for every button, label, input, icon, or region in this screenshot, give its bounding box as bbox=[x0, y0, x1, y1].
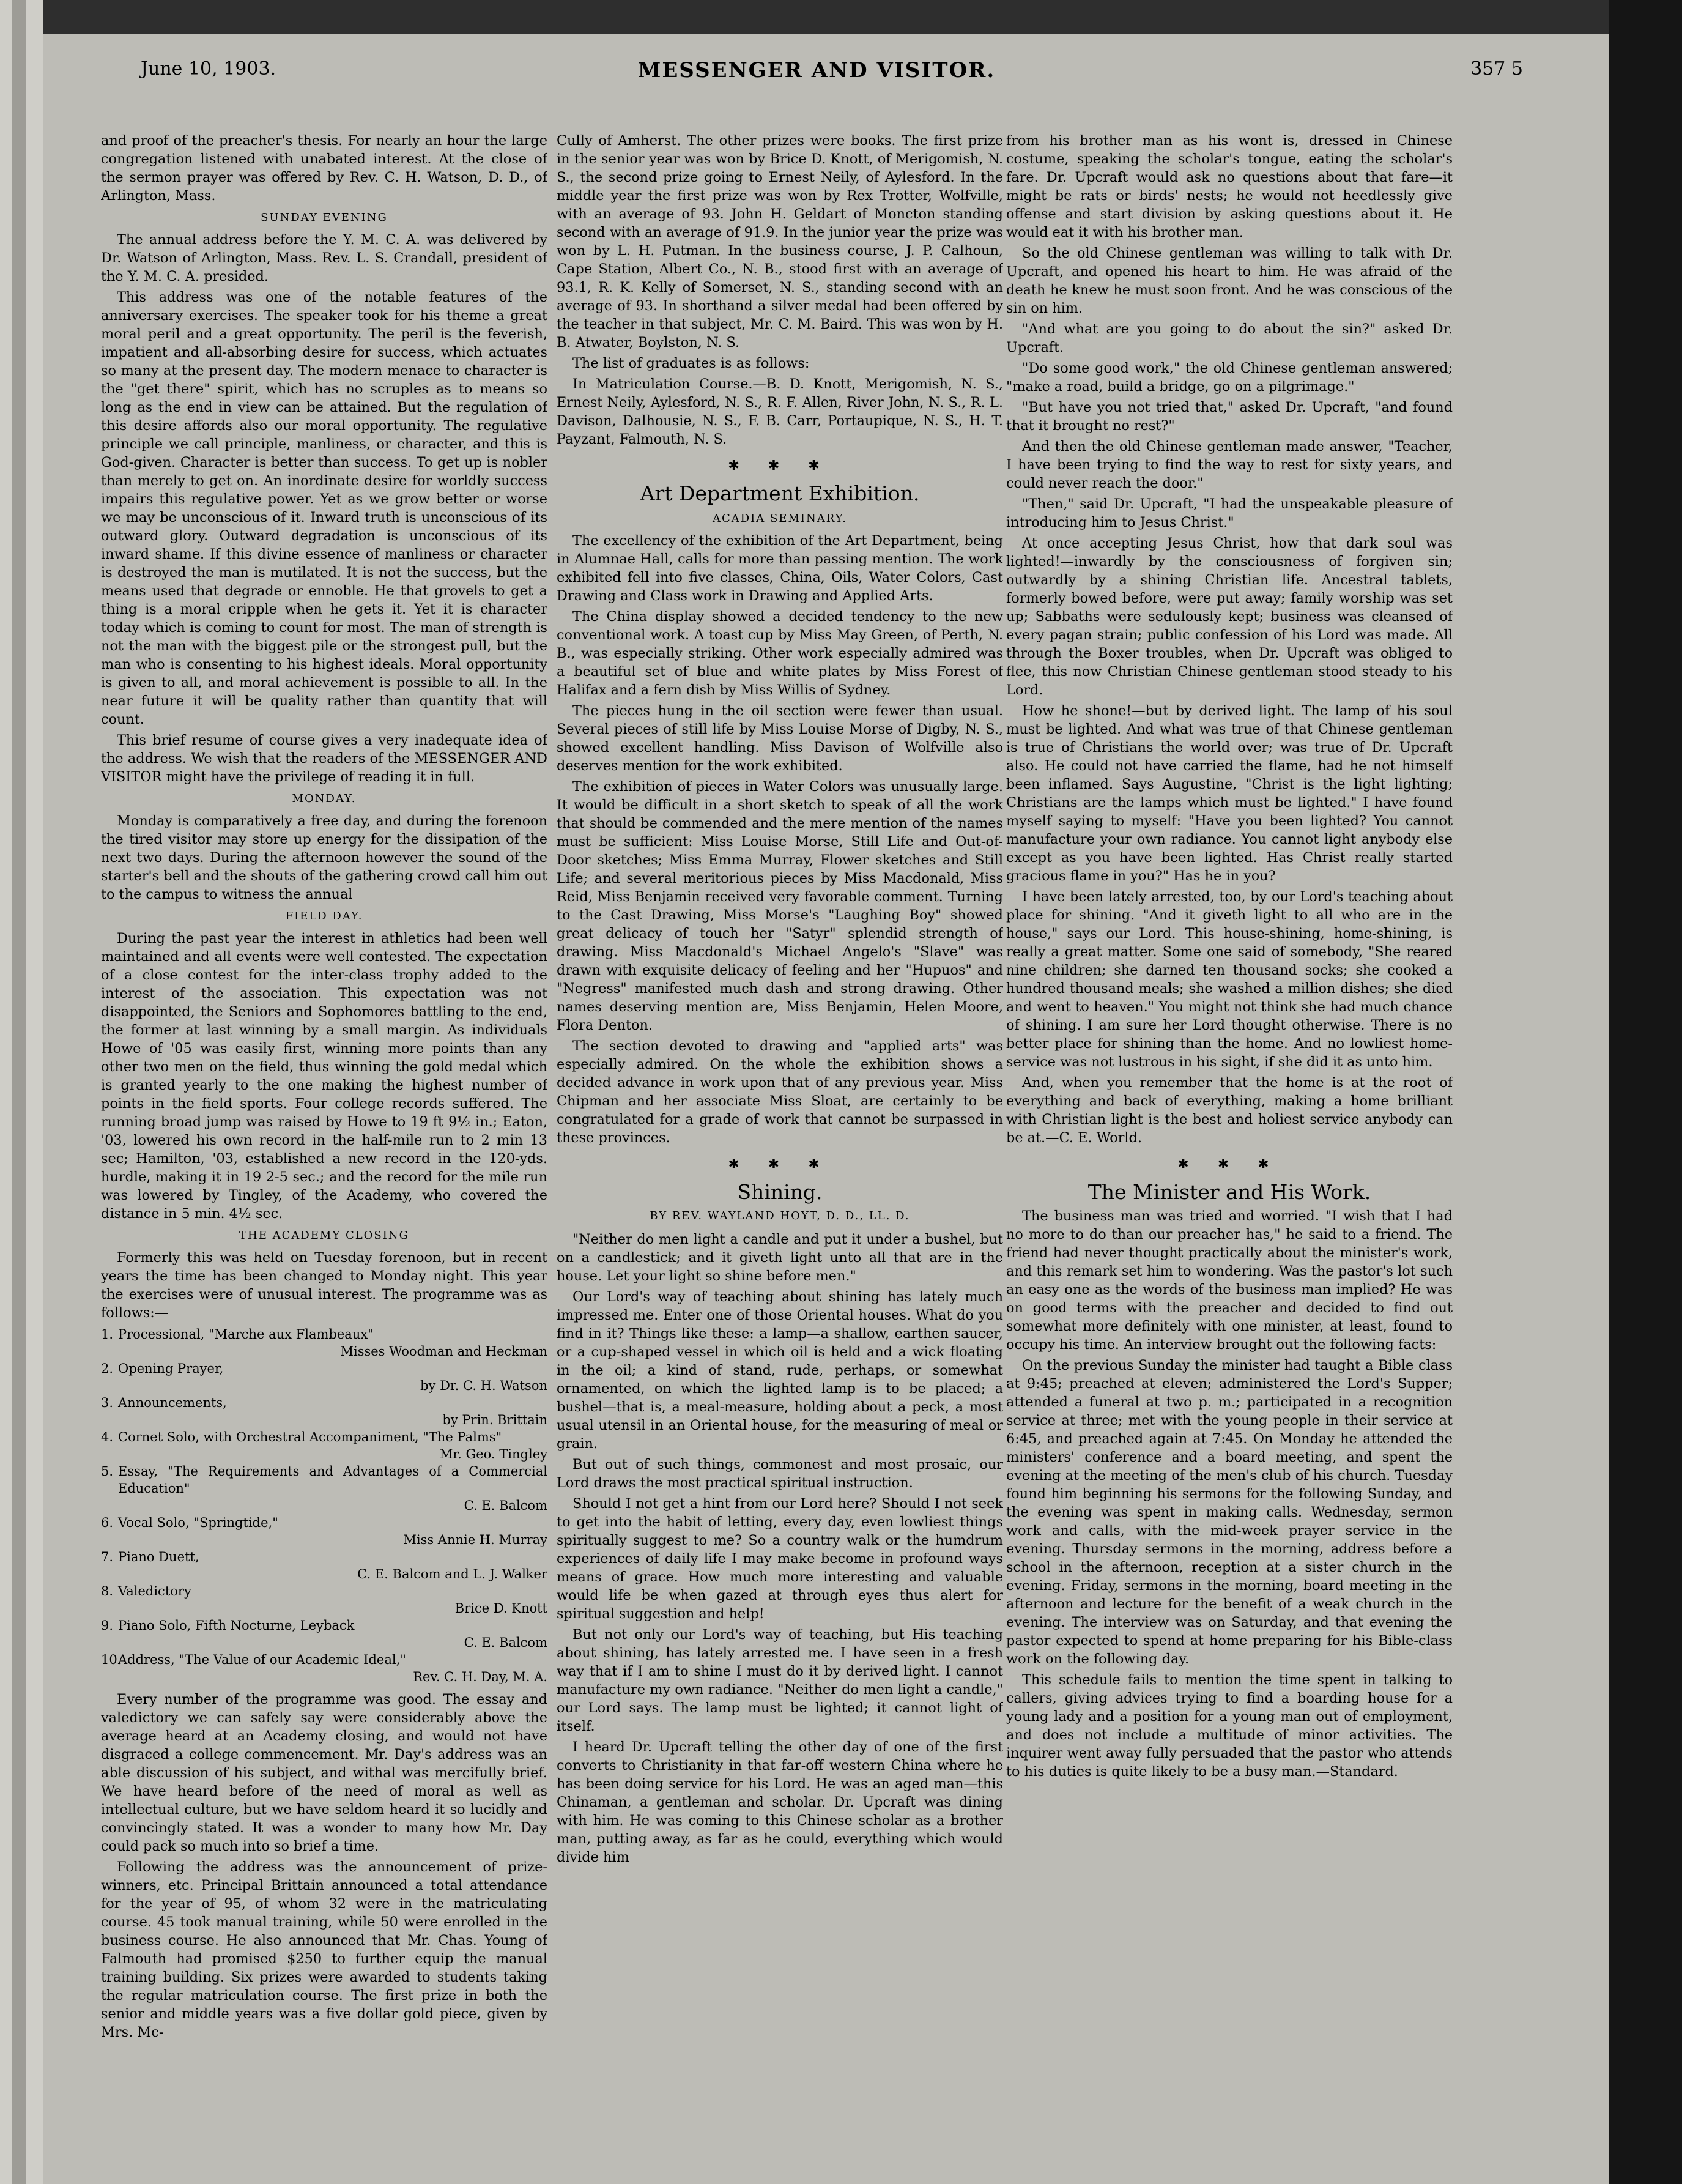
paragraph: "But have you not tried that," asked Dr. Upcraft, "and found that it brought no rest?" bbox=[1006, 399, 1453, 434]
paragraph: Monday is comparatively a free day, and during the forenoon the tired visitor may store up energy for the dissipation of the next two days. During the afternoon however the sound of the starter's bell and the shouts of the gathering crowd call him out to the campus to witness the annual bbox=[101, 813, 547, 902]
binding-strip bbox=[12, 0, 26, 2184]
masthead-title: MESSENGER AND VISITOR. bbox=[637, 58, 996, 83]
paragraph: "Do some good work," the old Chinese gentleman answered; "make a road, build a bridge, go on a pilgrimage." bbox=[1006, 360, 1453, 395]
paragraph: On the previous Sunday the minister had taught a Bible class at 9:45; preached at eleven; administered the Lord's Supper; attended a funeral at two p. m.; participated in a recognition service at three; met with the young people in their service at 6:45, and preached again at 7:45. On Monday he attended the ministers' conference and a board meeting, and spent the evening at the meeting of the men's club of his church. Tuesday found him beginning his sermons for the following Sunday, and the evening was spent in making calls. Wednesday, sermon work and calls, with the mid-week prayer service in the evening. Thursday sermons in the morning, address before a school in the afternoon, reception at a sister church in the evening. Friday, sermons in the morning, board meeting in the afternoon and lecture for the benefit of a weak church in the evening. The interview was on Saturday, and that evening the pastor expected to spend at home preparing for his Bible-class work on the following day. bbox=[1006, 1358, 1453, 1667]
programme-item: 1. Processional, "Marche aux Flambeaux" Misses Woodman and Heckman bbox=[101, 1327, 547, 1359]
paragraph: Our Lord's way of teaching about shining has lately much impressed me. Enter one of those Oriental houses. What do you find in it? Things like these: a lamp—a shallow, earthen saucer, or a cup-shaped vessel in which oil is held and a wick floating in the oil; a kind of stand, rude, perhaps, or somewhat ornamented, on which the lighted lamp is to be placed; a bushel—that is, a meal-measure, holding about a peck, a most usual utensil in an Oriental house, for the measuring of meal or grain. bbox=[557, 1289, 1003, 1452]
programme-list bbox=[101, 1326, 547, 1685]
column-1 bbox=[101, 132, 547, 2120]
paragraph: And then the old Chinese gentleman made answer, "Teacher, I have been trying to find the way to rest for sixty years, and could never reach the door." bbox=[1006, 439, 1453, 491]
paragraph: The excellency of the exhibition of the Art Department, being in Alumnae Hall, calls for more than passing mention. The work exhibited fell into five classes, China, Oils, Water Colors, Cast Drawing and Class work in Drawing and Applied Arts. bbox=[557, 533, 1003, 604]
programme-item: 8. Valedictory Brice D. Knott bbox=[101, 1584, 547, 1616]
programme-item: 4. Cornet Solo, with Orchestral Accompaniment, "The Palms" Mr. Geo. Tingley bbox=[101, 1430, 547, 1462]
programme-item: 2. Opening Prayer, by Dr. C. H. Watson bbox=[101, 1361, 547, 1393]
programme-item: 6. Vocal Solo, "Springtide," Miss Annie H. Murray bbox=[101, 1515, 547, 1547]
paragraph: "Neither do men light a candle and put it under a bushel, but on a candlestick; and it giveth light unto all that are in the house. Let your light so shine before men." bbox=[557, 1231, 1003, 1284]
paragraph: How he shone!—but by derived light. The lamp of his soul must be lighted. And what was true of that Chinese gentleman is true of Christians the world over; was true of Dr. Upcraft also. He could not have carried the flame, had he not himself been inflamed. Says Augustine, "Christ is the light lighting; Christians are the lamps which must be lighted." I have found myself saying to myself: "Have you been lighted? You cannot manufacture your own radiance. You cannot light anybody else except as you have been lighted. Has Christ really started gracious flame in you?" Has he in you? bbox=[1006, 703, 1453, 884]
section-subhead: MONDAY. bbox=[292, 792, 357, 805]
column-3 bbox=[1006, 132, 1453, 2120]
paragraph: The annual address before the Y. M. C. A. was delivered by Dr. Watson of Arlington, Mass. Rev. L. S. Crandall, president of the Y. M. C. A. presided. bbox=[101, 232, 547, 284]
section-divider: ✱ ✱ ✱ bbox=[1177, 1157, 1281, 1172]
right-scan-edge bbox=[1609, 0, 1682, 2184]
issue-date: June 10, 1903. bbox=[141, 58, 276, 80]
page-header bbox=[104, 58, 1529, 95]
section-subhead: FIELD DAY. bbox=[285, 910, 363, 923]
programme-item: 9. Piano Solo, Fifth Nocturne, Leyback C. E. Balcom bbox=[101, 1618, 547, 1650]
paragraph: The list of graduates is as follows: bbox=[572, 355, 810, 371]
paragraph: from his brother man as his wont is, dressed in Chinese costume, speaking the scholar's tongue, eating the scholar's fare. Dr. Upcraft would ask no questions about that fare—it might be rats or birds' nests; he would not heedlessly give offense and start division by asking questions about it. He would eat it with his brother man. bbox=[1006, 133, 1453, 240]
section-divider: ✱ ✱ ✱ bbox=[728, 1157, 832, 1172]
paragraph: Should I not get a hint from our Lord here? Should I not seek to get into the habit of letting, every day, even lowliest things spiritually suggest to me? So a country walk or the humdrum experiences of daily life I may make become in profound ways means of grace. How much more interesting and valuable would life be when gazed at through eyes thus alert for spiritual suggestion and help! bbox=[557, 1496, 1003, 1622]
paragraph: The section devoted to drawing and "applied arts" was especially admired. On the whole the exhibition shows a decided advance in work upon that of any previous year. Miss Chipman and her associate Miss Sloat, are certainly to be congratulated for a grade of work that cannot be surpassed in these provinces. bbox=[557, 1038, 1003, 1146]
page-number: 357 5 bbox=[1470, 58, 1523, 80]
paragraph: and proof of the preacher's thesis. For nearly an hour the large congregation listened with unabated interest. At the close of the sermon prayer was offered by Rev. C. H. Watson, D. D., of Arlington, Mass. bbox=[101, 133, 547, 204]
paragraph: Every number of the programme was good. The essay and valedictory we can safely say were considerably above the average heard at an Academy closing, and would not have disgraced a college commencement. Mr. Day's address was an able discussion of his subject, and withal was mercifully brief. We have heard before of the need of moral as well as intellectual culture, but we have seldom heard it so lucidly and convincingly stated. It was a wonder to many how Mr. Day could pack so much into so brief a time. bbox=[101, 1692, 547, 1854]
paragraph: And, when you remember that the home is at the root of everything and back of everything, making a home brilliant with Christian light is the best and holiest service anybody can be at.—C. E. World. bbox=[1006, 1075, 1453, 1146]
article-headline: The Minister and His Work. bbox=[1087, 1180, 1371, 1204]
article-headline: Shining. bbox=[737, 1180, 823, 1204]
left-margin bbox=[0, 0, 43, 2184]
paragraph: At once accepting Jesus Christ, how that dark soul was lighted!—inwardly by the consciousness of forgiven sin; outwardly by a shining Christian life. Ancestral tablets, formerly bowed before, were put away; family worship was set up; Sabbaths were sedulously kept; business was cleansed of every pagan strain; public confession of his Lord was made. All through the Boxer troubles, when Dr. Upcraft was obliged to flee, this now Christian Chinese gentleman stood steady to his Lord. bbox=[1006, 535, 1453, 698]
paragraph: This schedule fails to mention the time spent in talking to callers, giving advices trying to find a boarding house for a young lady and a position for a young man out of employment, and does not include a multitude of minor activities. The inquirer went away fully persuaded that the pastor who attends to his duties is quite likely to be a busy man.—Standard. bbox=[1006, 1672, 1453, 1780]
paragraph: I have been lately arrested, too, by our Lord's teaching about place for shining. "And it giveth light to all who are in the house," says our Lord. This house-shining, home-shining, is really a great matter. Some one said of somebody, "She reared nine children; she darned ten thousand socks; she cooked a hundred thousand meals; she washed a million dishes; she died and went to heaven." You might not think she had much chance of shining. I am sure her Lord thought otherwise. There is no better place for shining than the home. And no lowliest home-service was not lustrous in his sight, if she did it as unto him. bbox=[1006, 889, 1453, 1070]
paragraph: In Matriculation Course.—B. D. Knott, Merigomish, N. S., Ernest Neily, Aylesford, N. S., R. F. Allen, River John, N. S., R. L. Davison, Dalhousie, N. S., F. B. Carr, Portaupique, N. S., H. T. Payzant, Falmouth, N. S. bbox=[557, 376, 1003, 447]
section-divider: ✱ ✱ ✱ bbox=[728, 458, 832, 474]
programme-item: 7. Piano Duett, C. E. Balcom and L. J. Walker bbox=[101, 1550, 547, 1581]
byline: BY REV. WAYLAND HOYT, D. D., LL. D. bbox=[650, 1209, 910, 1222]
paragraph: The exhibition of pieces in Water Colors was unusually large. It would be difficult in a short sketch to speak of all the work that should be commended and the mere mention of the names must be sufficient: Miss Louise Morse, Still Life and Out-of-Door sketches; Miss Emma Murray, Flower sketches and Still Life; and several meritorious pieces by Miss Macdonald, Miss Reid, Miss Benjamin received very favorable comment. Turning to the Cast Drawing, Miss Morse's "Laughing Boy" showed great delicacy of touch her "Satyr" splendid strength of drawing. Miss Macdonald's Michael Angelo's "Slave" was drawn with exquisite delicacy of feeling and her "Hupuos" and "Negress" manifested much dash and strong drawing. Other names deserving mention are, Miss Benjamin, Helen Moore, Flora Denton. bbox=[557, 779, 1003, 1033]
section-subhead: SUNDAY EVENING bbox=[261, 211, 388, 224]
paragraph: Following the address was the announcement of prize-winners, etc. Principal Brittain announced a total attendance for the year of 95, of whom 32 were in the matriculating course. 45 took manual training, while 50 were enrolled in the business course. He also announced that Mr. Chas. Young of Falmouth had promised $250 to further equip the manual training building. Six prizes were awarded to students taking the regular matriculation course. The first prize in both the senior and middle years was a five dollar gold piece, given by Mrs. Mc- bbox=[101, 1859, 547, 2040]
section-subhead: THE ACADEMY CLOSING bbox=[239, 1229, 409, 1242]
column-2 bbox=[557, 132, 1003, 2120]
article-subhead: ACADIA SEMINARY. bbox=[712, 512, 848, 525]
programme-item: 5. Essay, "The Requirements and Advantages of a Commercial Education" C. E. Balcom bbox=[101, 1464, 547, 1513]
paragraph: "And what are you going to do about the sin?" asked Dr. Upcraft. bbox=[1006, 321, 1453, 355]
paragraph: Cully of Amherst. The other prizes were books. The first prize in the senior year was won by Brice D. Knott, of Merigomish, N. S., the second prize going to Ernest Neily, of Aylesford. In the middle year the first prize was won by Rex Trotter, Wolfville, with an average of 93. John H. Geldart of Moncton standing second with an average of 91.9. In the junior year the prize was won by L. H. Putman. In the business course, J. P. Calhoun, Cape Station, Albert Co., N. B., stood first with an average of 93.1, R. K. Kelly of Somerset, N. S., standing second with an average of 93. In shorthand a silver medal had been offered by the teacher in that subject, Mr. C. M. Baird. This was won by H. B. Atwater, Boylston, N. S. bbox=[557, 133, 1003, 351]
paragraph: Formerly this was held on Tuesday forenoon, but in recent years the time has been changed to Monday night. This year the exercises were of unusual interest. The programme was as follows:— bbox=[101, 1250, 547, 1321]
paragraph: So the old Chinese gentleman was willing to talk with Dr. Upcraft, and opened his heart to him. He was afraid of the death he knew he must soon front. And he was conscious of the sin on him. bbox=[1006, 245, 1453, 316]
paragraph: The China display showed a decided tendency to the new conventional work. A toast cup by Miss May Green, of Perth, N. B., was especially striking. Other work especially admired was a beautiful set of blue and white plates by Miss Forest of Halifax and a fern dish by Miss Willis of Sydney. bbox=[557, 609, 1003, 698]
paragraph: The business man was tried and worried. "I wish that I had no more to do than our preacher has," he said to a friend. The friend had never thought practically about the minister's work, and this remark set him to wondering. Was the pastor's lot such an easy one as the words of the business man implied? He was on good terms with the preacher and decided to find out somewhat more definitely with one minister, at least, found to occupy his time. An interview brought out the following facts: bbox=[1006, 1208, 1453, 1353]
paragraph: This brief resume of course gives a very inadequate idea of the address. We wish that the readers of the MESSENGER AND VISITOR might have the privilege of reading it in full. bbox=[101, 732, 547, 785]
paragraph: The pieces hung in the oil section were fewer than usual. Several pieces of still life by Miss Louise Morse of Digby, N. S., showed excellent handling. Miss Davison of Wolfville also deserves mention for the work exhibited. bbox=[557, 703, 1003, 774]
paragraph: "Then," said Dr. Upcraft, "I had the unspeakable pleasure of introducing him to Jesus Christ." bbox=[1006, 496, 1453, 530]
programme-item: 10. Address, "The Value of our Academic Ideal," Rev. C. H. Day, M. A. bbox=[101, 1652, 547, 1684]
paragraph: During the past year the interest in athletics had been well maintained and all events were well contested. The expectation of a close contest for the inter-class trophy added to the interest of the association. This expectation was not disappointed, the Seniors and Sophomores battling to the end, the former at last winning by a small margin. As individuals Howe of '05 was easily first, winning more points than any other two men on the field, thus winning the gold medal which is granted yearly to the one making the highest number of points in the field sports. Four college records suffered. The running broad jump was raised by Howe to 19 ft 9½ in.; Eaton, '03, lowered his own record in the half-mile run to 2 min 13 sec; Hamilton, '03, established a new record in the 120-yds. hurdle, making it in 19 2-5 sec.; and the record for the mile run was lowered by Tingley, of the Academy, who covered the distance in 5 min. 4½ sec. bbox=[101, 930, 547, 1222]
paragraph: But not only our Lord's way of teaching, but His teaching about shining, has lately arrested me. I have seen in a fresh way that if I am to shine I must do it by derived light. I cannot manufacture my own radiance. "Neither do men light a candle," our Lord says. The lamp must be lighted; it cannot light of itself. bbox=[557, 1627, 1003, 1734]
paragraph: But out of such things, commonest and most prosaic, our Lord draws the most practical spiritual instruction. bbox=[557, 1457, 1003, 1491]
paragraph: I heard Dr. Upcraft telling the other day of one of the first converts to Christianity in that far-off western China where he has been doing service for his Lord. He was an aged man—this Chinaman, a gentleman and scholar. Dr. Upcraft was dining with him. He was coming to this Chinese scholar as a brother man, putting away, as far as he could, everything which would divide him bbox=[557, 1739, 1003, 1865]
paragraph: This address was one of the notable features of the anniversary exercises. The speaker took for his theme a great moral peril and a great opportunity. The peril is the feverish, impatient and all-absorbing desire for success, which actuates so many at the present day. The modern menace to character is the "get there" spirit, which has no scruples as to means so long as the end in view can be attained. But the regulation of this desire affords also our moral opportunity. The regulative principle we call principle, manliness, or character, and this is God-given. Character is better than success. To get up is nobler than merely to get on. An inordinate desire for worldly success impairs this regulative power. Yet as we grow better or worse we may be unconscious of it. Inward truth is unconscious of its outward glory. Outward degradation is unconscious of its inward shame. If this divine essence of manliness or character is destroyed the man is mutilated. It is not the success, but the means used that degrade or ennoble. He that grovels to get a thing is a moral cripple when he gets it. Yet it is character today which is coming to count for most. The man of strength is not the man with the biggest pile or the strongest pull, but the man who is consenting to his highest ideals. Moral opportunity is given to all, and moral achievement is possible to all. In the near future it will be quality rather than quantity that will count. bbox=[101, 289, 547, 727]
article-headline: Art Department Exhibition. bbox=[640, 481, 920, 505]
programme-item: 3. Announcements, by Prin. Brittain bbox=[101, 1395, 547, 1427]
